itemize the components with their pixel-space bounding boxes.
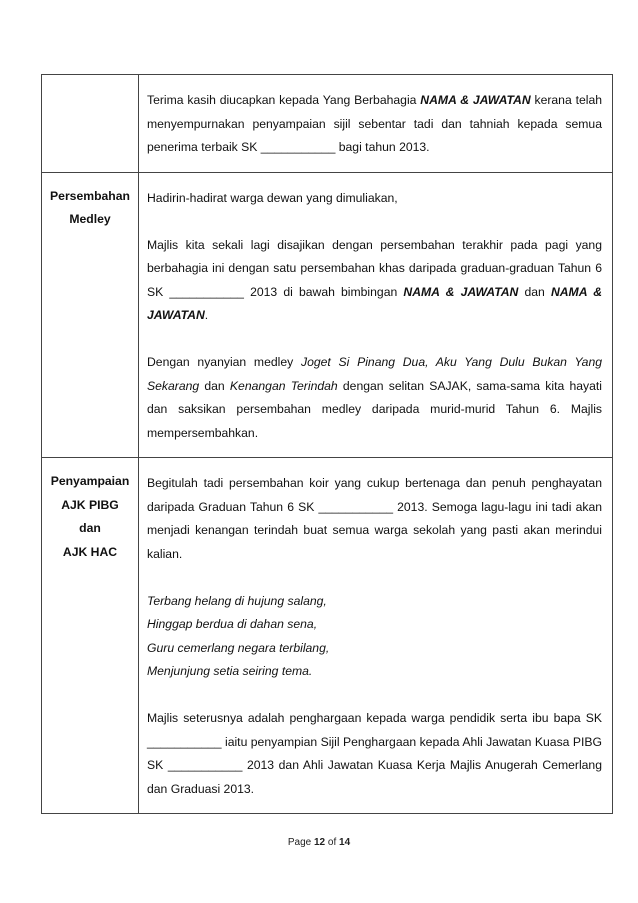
script-paragraph [147, 187, 602, 211]
paragraph-text: kerana telah menyempurnakan penyampaian sijil sebentar tadi dan tahniah kepada semua penerima terbaik SK ___________ bagi tahun 2013. [147, 93, 603, 154]
italic-text: Kenangan Terindah [229, 378, 338, 393]
script-paragraph [147, 351, 602, 445]
paragraph-text: Majlis seterusnya adalah penghargaan kepada warga pendidik serta ibu bapa SK ___________ iaitu penyampian Sijil Penghargaan kepada Ahli Jawatan Kuasa PIBG SK ___________ 2013 dan Ahli Jawatan Kuasa Kerja Majlis Anugerah Cemerlang dan Graduasi 2013. [147, 711, 602, 796]
script-row [42, 458, 613, 814]
paragraph-text: Begitulah tadi persembahan koir yang cukup bertenaga dan penuh penghayatan daripada Graduan Tahun 6 SK ___________ 2013. Semoga lagu-lagu ini tadi akan menjadi kenangan terindah buat semua warga sekolah yang pasti akan merindui kalian. [147, 476, 602, 561]
placeholder-name-title: NAMA & JAWATAN [420, 93, 531, 107]
segment-label-line: dan [79, 521, 101, 535]
placeholder-name-title: NAMA & JAWATAN [147, 284, 602, 322]
italic-text: Hinggap berdua di dahan sena, [147, 617, 318, 631]
italic-text: Terbang helang di hujung salang, [147, 593, 327, 608]
placeholder-name-title: NAMA & JAWATAN [403, 284, 519, 299]
script-paragraph [147, 89, 602, 160]
segment-content-cell [139, 172, 613, 458]
script-paragraph [147, 472, 602, 566]
paragraph-text: Hadirin-hadirat warga dewan yang dimuliakan, [147, 190, 398, 205]
script-table-body [42, 75, 613, 814]
paragraph-text: . [204, 308, 209, 322]
paragraph-text: dan [518, 284, 551, 299]
footer-total-pages: 14 [339, 837, 351, 848]
script-paragraph [147, 234, 602, 328]
paragraph-text: dan [199, 378, 230, 393]
segment-label-cell [42, 75, 139, 173]
segment-content-cell [139, 75, 613, 173]
italic-text: Menjunjung setia seiring tema. [147, 664, 313, 678]
page-footer [0, 837, 638, 848]
segment-label-line: AJK HAC [62, 544, 118, 559]
script-paragraph [147, 707, 602, 801]
italic-text: Guru cemerlang negara terbilang, [147, 640, 330, 655]
italic-text: Joget Si Pinang Dua, Aku Yang Dulu Bukan Yang Sekarang [147, 355, 602, 393]
segment-label-cell [42, 458, 139, 814]
script-row [42, 172, 613, 458]
segment-label-line: Medley [69, 212, 111, 226]
paragraph-text: Dengan nyanyian medley [147, 355, 301, 369]
footer-middle: of [325, 837, 340, 848]
segment-label-line: Penyampaian [50, 474, 130, 488]
segment-content-cell [139, 458, 613, 814]
footer-current-page: 12 [313, 837, 326, 848]
paragraph-text: Majlis kita sekali lagi disajikan dengan persembahan terakhir pada pagi yang berbahagia ini dengan satu persembahan khas daripada graduan-graduan Tahun 6 SK ___________ 2013 di bawah bimbingan [147, 237, 602, 299]
segment-label-line: AJK PIBG [61, 497, 119, 512]
footer-prefix: Page [287, 837, 314, 848]
paragraph-text: dengan selitan SAJAK, sama-sama kita hayati dan saksikan persembahan medley daripada murid-murid Tahun 6. Majlis mempersembahkan. [147, 378, 602, 440]
segment-label-cell [42, 172, 139, 458]
segment-label-line: Persembahan [50, 188, 130, 203]
script-row [42, 75, 613, 173]
paragraph-text: Terima kasih diucapkan kepada Yang Berbahagia [147, 93, 421, 107]
script-paragraph [147, 590, 602, 684]
event-script-table [41, 74, 613, 814]
